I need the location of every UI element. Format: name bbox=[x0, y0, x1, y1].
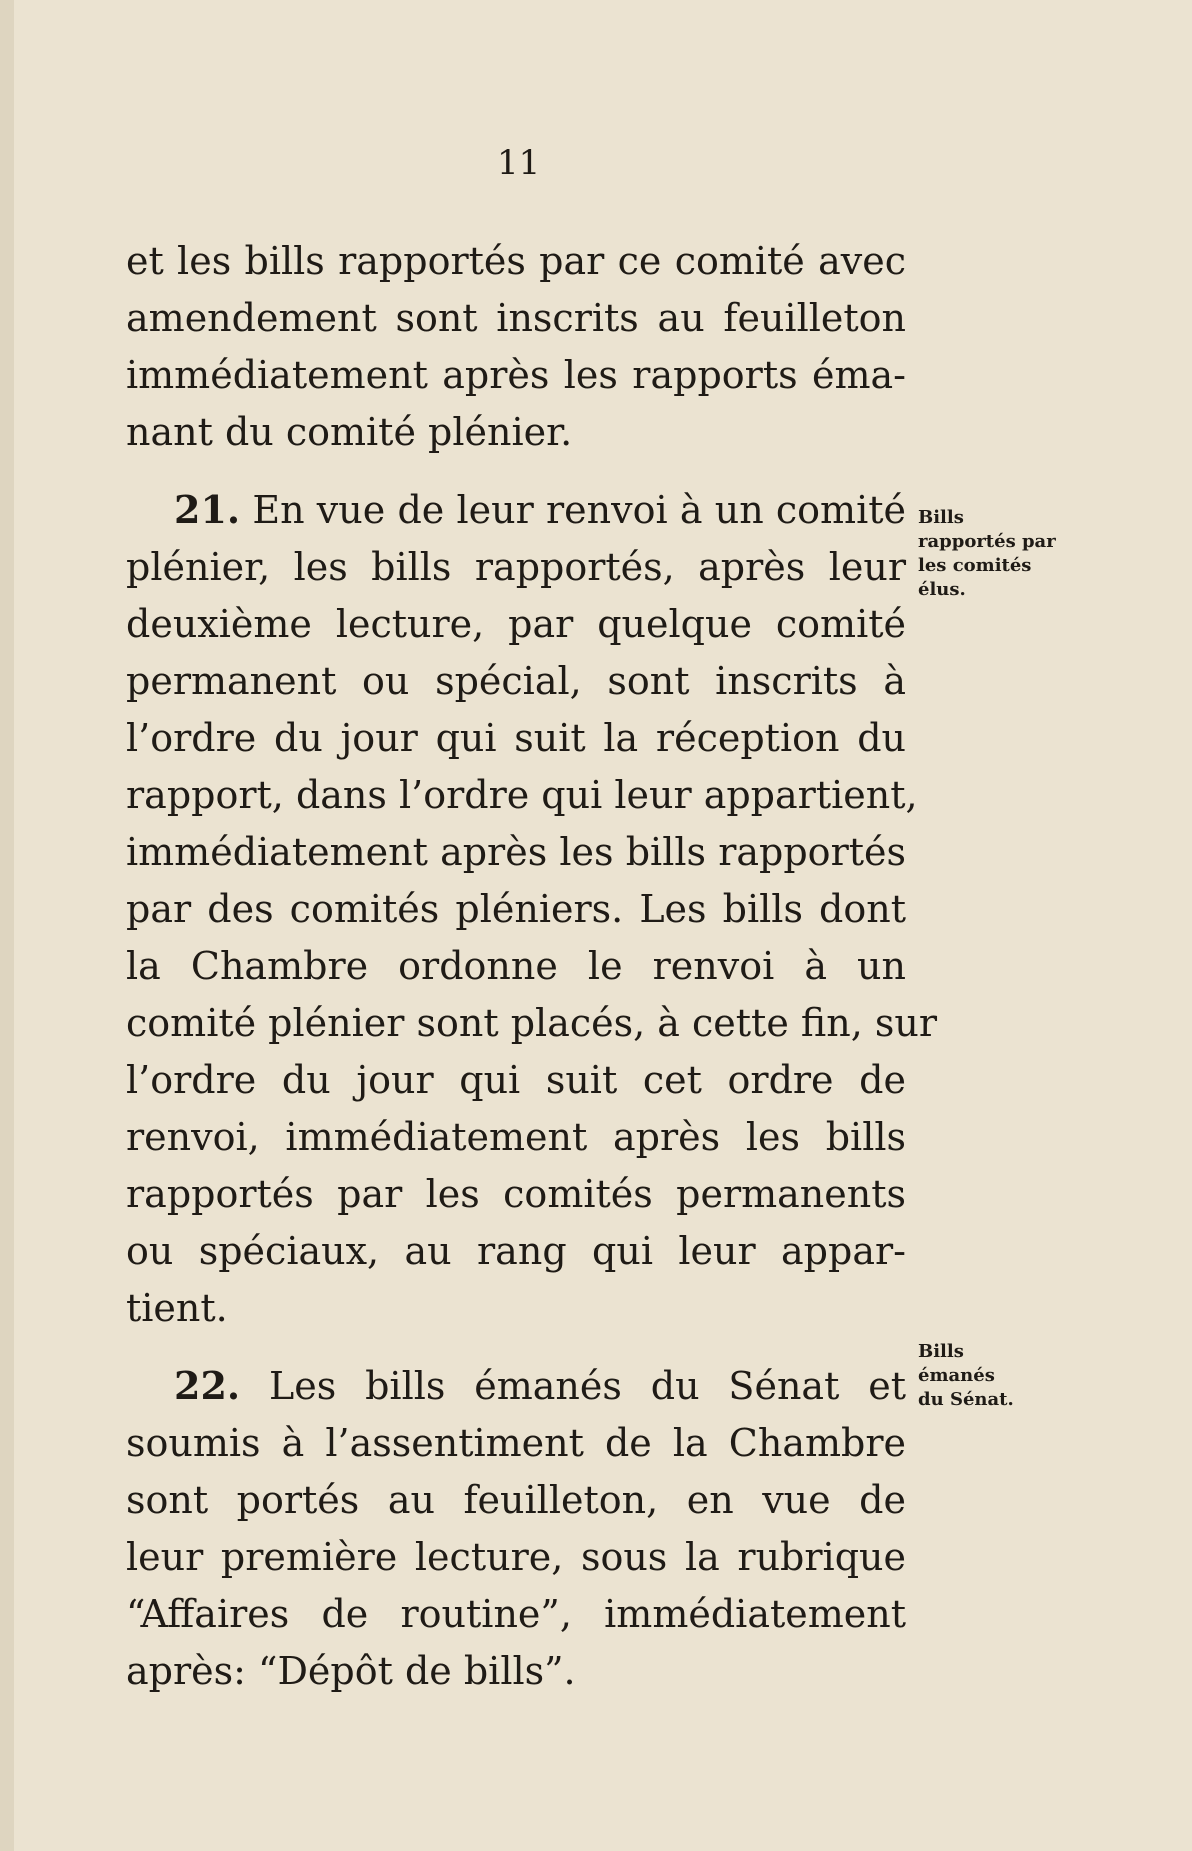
body-text bbox=[126, 233, 938, 1700]
page-number: 11 bbox=[497, 143, 541, 183]
text-line: par des comités pléniers. Les bills dont bbox=[126, 887, 906, 931]
text-line: immédiatement après les bills rapportés bbox=[126, 830, 906, 874]
article-number: 22. bbox=[174, 1363, 241, 1408]
text-line: soumis à l’assentiment de la Chambre bbox=[126, 1421, 906, 1465]
text-line: et les bills rapportés par ce comité avec bbox=[126, 239, 906, 283]
margin-note-21 bbox=[918, 506, 1056, 602]
margin-note-22 bbox=[918, 1340, 1014, 1412]
margin-note-line: émanés bbox=[918, 1365, 995, 1386]
text-line: comité plénier sont placés, à cette fin, sur bbox=[126, 1001, 938, 1045]
text-line: nant du comité plénier. bbox=[126, 410, 573, 454]
text-line: rapportés par les comités permanents bbox=[126, 1172, 906, 1216]
margin-note-line: du Sénat. bbox=[918, 1389, 1014, 1410]
text-line-content: En vue de leur renvoi à un comité bbox=[252, 488, 906, 532]
text-line: plénier, les bills rapportés, après leur bbox=[126, 545, 906, 589]
text-line bbox=[126, 481, 906, 539]
text-line: l’ordre du jour qui suit la réception du bbox=[126, 716, 906, 760]
page-gutter bbox=[0, 0, 14, 1851]
margin-note-line: rapportés par bbox=[918, 531, 1056, 552]
article-number: 21. bbox=[174, 487, 241, 532]
text-line: leur première lecture, sous la rubrique bbox=[126, 1535, 906, 1579]
article-22 bbox=[126, 1357, 906, 1700]
text-line bbox=[126, 1357, 906, 1415]
text-line: “Affaires de routine”, immédiatement bbox=[126, 1592, 906, 1636]
text-line: renvoi, immédiatement après les bills bbox=[126, 1115, 906, 1159]
article-21 bbox=[126, 481, 938, 1337]
margin-note-line: élus. bbox=[918, 579, 966, 600]
text-line: tient. bbox=[126, 1286, 228, 1330]
text-line: rapport, dans l’ordre qui leur appartient, bbox=[126, 773, 918, 817]
text-line: l’ordre du jour qui suit cet ordre de bbox=[126, 1058, 906, 1102]
text-line: deuxième lecture, par quelque comité bbox=[126, 602, 906, 646]
margin-note-line: Bills bbox=[918, 1341, 964, 1362]
text-line: immédiatement après les rapports éma- bbox=[126, 353, 906, 397]
text-line: après: “Dépôt de bills”. bbox=[126, 1649, 576, 1693]
text-line: ou spéciaux, au rang qui leur appar- bbox=[126, 1229, 906, 1273]
paragraph-intro bbox=[126, 233, 906, 461]
margin-note-line: Bills bbox=[918, 507, 964, 528]
margin-note-line: les comités bbox=[918, 555, 1032, 576]
text-line: la Chambre ordonne le renvoi à un bbox=[126, 944, 906, 988]
text-line: sont portés au feuilleton, en vue de bbox=[126, 1478, 906, 1522]
text-line: amendement sont inscrits au feuilleton bbox=[126, 296, 906, 340]
text-line: permanent ou spécial, sont inscrits à bbox=[126, 659, 906, 703]
text-line-content: Les bills émanés du Sénat et bbox=[269, 1364, 906, 1408]
